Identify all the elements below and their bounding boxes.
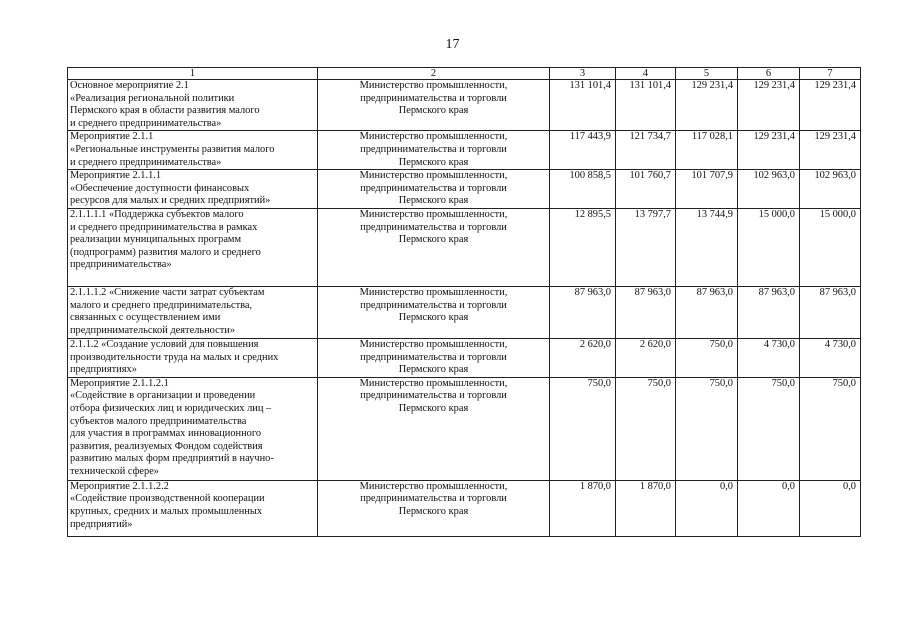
value-col-6: 0,0 xyxy=(738,480,800,536)
responsible-executor: Министерство промышленности, предпринимательства и торговли Пермского края xyxy=(318,170,550,209)
col-header-7: 7 xyxy=(800,68,861,80)
responsible-executor: Министерство промышленности, предпринимательства и торговли Пермского края xyxy=(318,480,550,536)
value-col-7: 87 963,0 xyxy=(800,286,861,338)
value-col-4: 131 101,4 xyxy=(616,80,676,131)
value-col-4: 87 963,0 xyxy=(616,286,676,338)
value-col-7: 4 730,0 xyxy=(800,338,861,377)
value-col-5: 87 963,0 xyxy=(676,286,738,338)
table-row xyxy=(68,170,861,209)
value-col-4: 750,0 xyxy=(616,377,676,480)
value-col-6: 102 963,0 xyxy=(738,170,800,209)
program-name: Мероприятие 2.1.1.2.1 «Содействие в организации и проведении отбора физических лиц и юридических лиц – субъектов малого предпринимательства для участия в программах инновационного развития, реализуемых Фондом содействия развитию малых форм предприятий в научно- технической сфере» xyxy=(68,377,318,480)
value-col-3: 12 895,5 xyxy=(550,208,616,286)
value-col-6: 4 730,0 xyxy=(738,338,800,377)
responsible-executor: Министерство промышленности, предпринимательства и торговли Пермского края xyxy=(318,208,550,286)
value-col-3: 2 620,0 xyxy=(550,338,616,377)
value-col-6: 750,0 xyxy=(738,377,800,480)
program-name: 2.1.1.1.1 «Поддержка субъектов малого и среднего предпринимательства в рамках реализации муниципальных программ (подпрограмм) развития малого и среднего предпринимательства» xyxy=(68,208,318,286)
value-col-6: 15 000,0 xyxy=(738,208,800,286)
value-col-6: 129 231,4 xyxy=(738,131,800,170)
table-row xyxy=(68,338,861,377)
value-col-4: 101 760,7 xyxy=(616,170,676,209)
value-col-3: 117 443,9 xyxy=(550,131,616,170)
value-col-5: 13 744,9 xyxy=(676,208,738,286)
header-row xyxy=(68,68,861,80)
value-col-7: 750,0 xyxy=(800,377,861,480)
program-name: 2.1.1.2 «Создание условий для повышения производительности труда на малых и средних предприятиях» xyxy=(68,338,318,377)
value-col-3: 750,0 xyxy=(550,377,616,480)
program-name: Мероприятие 2.1.1.1 «Обеспечение доступности финансовых ресурсов для малых и средних предприятий» xyxy=(68,170,318,209)
responsible-executor: Министерство промышленности, предпринимательства и торговли Пермского края xyxy=(318,286,550,338)
program-name: Мероприятие 2.1.1.2.2 «Содействие производственной кооперации крупных, средних и малых промышленных предприятий» xyxy=(68,480,318,536)
table-row xyxy=(68,377,861,480)
col-header-2: 2 xyxy=(318,68,550,80)
table-row xyxy=(68,286,861,338)
value-col-3: 100 858,5 xyxy=(550,170,616,209)
value-col-5: 750,0 xyxy=(676,338,738,377)
responsible-executor: Министерство промышленности, предпринимательства и торговли Пермского края xyxy=(318,131,550,170)
col-header-5: 5 xyxy=(676,68,738,80)
value-col-5: 117 028,1 xyxy=(676,131,738,170)
col-header-4: 4 xyxy=(616,68,676,80)
value-col-3: 131 101,4 xyxy=(550,80,616,131)
col-header-6: 6 xyxy=(738,68,800,80)
table-row xyxy=(68,131,861,170)
table-row xyxy=(68,80,861,131)
value-col-7: 102 963,0 xyxy=(800,170,861,209)
program-name: Мероприятие 2.1.1 «Региональные инструменты развития малого и среднего предпринимательства» xyxy=(68,131,318,170)
table-row xyxy=(68,480,861,536)
value-col-4: 13 797,7 xyxy=(616,208,676,286)
budget-table xyxy=(67,67,861,537)
program-name: 2.1.1.1.2 «Снижение части затрат субъектам малого и среднего предпринимательства, связанных с осуществлением ими предпринимательской деятельности» xyxy=(68,286,318,338)
value-col-7: 0,0 xyxy=(800,480,861,536)
program-name: Основное мероприятие 2.1 «Реализация региональной политики Пермского края в области развития малого и среднего предпринимательства» xyxy=(68,80,318,131)
value-col-7: 129 231,4 xyxy=(800,131,861,170)
value-col-3: 1 870,0 xyxy=(550,480,616,536)
value-col-7: 15 000,0 xyxy=(800,208,861,286)
responsible-executor: Министерство промышленности, предпринимательства и торговли Пермского края xyxy=(318,80,550,131)
value-col-6: 129 231,4 xyxy=(738,80,800,131)
col-header-1: 1 xyxy=(68,68,318,80)
value-col-5: 0,0 xyxy=(676,480,738,536)
page-number: 17 xyxy=(445,37,460,52)
value-col-5: 750,0 xyxy=(676,377,738,480)
col-header-3: 3 xyxy=(550,68,616,80)
table-row xyxy=(68,208,861,286)
value-col-4: 1 870,0 xyxy=(616,480,676,536)
value-col-4: 121 734,7 xyxy=(616,131,676,170)
responsible-executor: Министерство промышленности, предпринимательства и торговли Пермского края xyxy=(318,338,550,377)
value-col-4: 2 620,0 xyxy=(616,338,676,377)
value-col-6: 87 963,0 xyxy=(738,286,800,338)
responsible-executor: Министерство промышленности, предпринимательства и торговли Пермского края xyxy=(318,377,550,480)
value-col-5: 101 707,9 xyxy=(676,170,738,209)
value-col-7: 129 231,4 xyxy=(800,80,861,131)
value-col-5: 129 231,4 xyxy=(676,80,738,131)
value-col-3: 87 963,0 xyxy=(550,286,616,338)
